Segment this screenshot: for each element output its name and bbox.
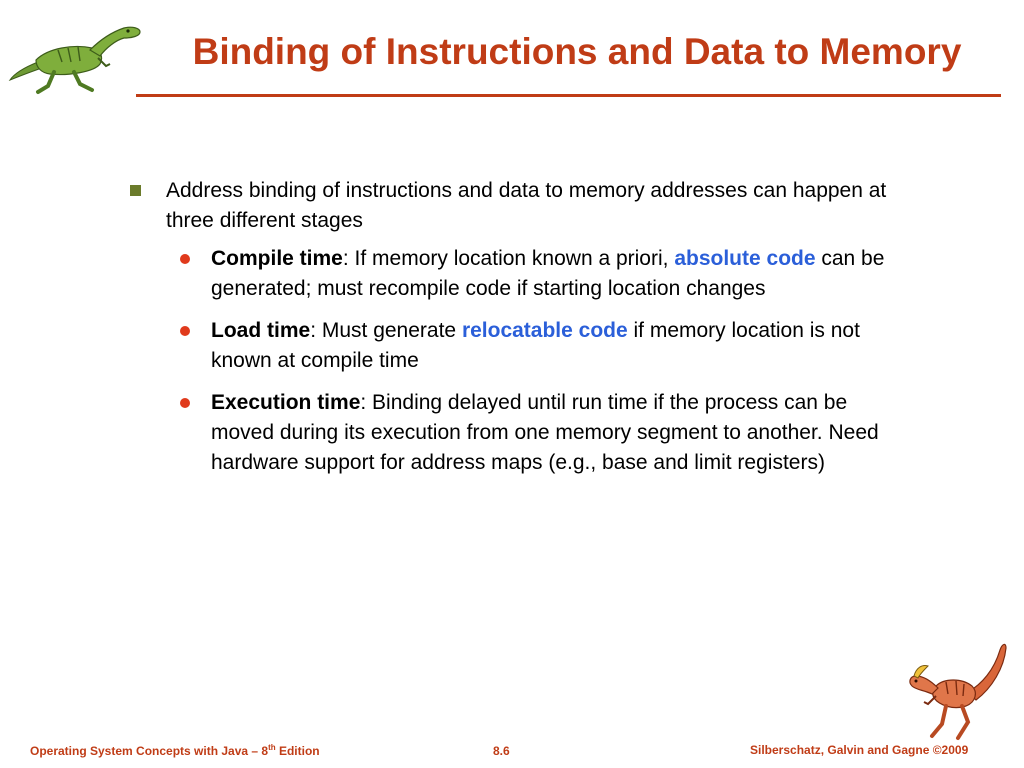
main-bullet-text: Address binding of instructions and data to memory addresses can happen at three different stages bbox=[166, 179, 887, 232]
footer-course-title bbox=[30, 744, 320, 758]
slide-number: 8.6 bbox=[493, 744, 510, 758]
dot-bullet-icon bbox=[180, 326, 190, 336]
term-load-time: Load time bbox=[211, 319, 311, 342]
sub-bullet-load-time bbox=[128, 316, 898, 376]
footer-copyright: Silberschatz, Galvin and Gagne ©2009 bbox=[750, 743, 969, 757]
highlight-relocatable-code: relocatable code bbox=[461, 319, 628, 342]
main-bullet bbox=[128, 176, 898, 236]
sub-bullet-execution-time bbox=[128, 388, 898, 478]
sub-bullet-text: : If memory location known a priori, bbox=[342, 247, 675, 270]
square-bullet-icon bbox=[130, 185, 141, 196]
highlight-absolute-code: absolute code bbox=[674, 247, 816, 270]
slide-content bbox=[128, 176, 898, 490]
sub-bullet-compile-time bbox=[128, 244, 898, 304]
dot-bullet-icon bbox=[180, 398, 190, 408]
title-divider bbox=[136, 94, 1001, 97]
red-dinosaur-icon bbox=[906, 640, 1010, 742]
green-dinosaur-icon bbox=[8, 18, 142, 96]
term-compile-time: Compile time bbox=[211, 247, 343, 270]
slide-title: Binding of Instructions and Data to Memory bbox=[192, 31, 962, 72]
sub-bullet-list bbox=[128, 244, 898, 478]
footer-title-edition: Edition bbox=[275, 744, 320, 758]
sub-bullet-text: if memory location is not known at compile time bbox=[211, 319, 860, 372]
sub-bullet-text: : Must generate bbox=[310, 319, 462, 342]
sub-bullet-text: can be generated; must recompile code if starting location changes bbox=[211, 247, 885, 300]
dot-bullet-icon bbox=[180, 254, 190, 264]
footer-title-superscript: th bbox=[268, 743, 276, 752]
footer-title-text: Operating System Concepts with Java – 8 bbox=[30, 744, 269, 758]
sub-bullet-text: : Binding delayed until run time if the process can be moved during its execution from one memory segment to another. Need hardware support for address maps (e.g., base and limit registers) bbox=[211, 391, 879, 474]
term-execution-time: Execution time bbox=[211, 391, 361, 414]
